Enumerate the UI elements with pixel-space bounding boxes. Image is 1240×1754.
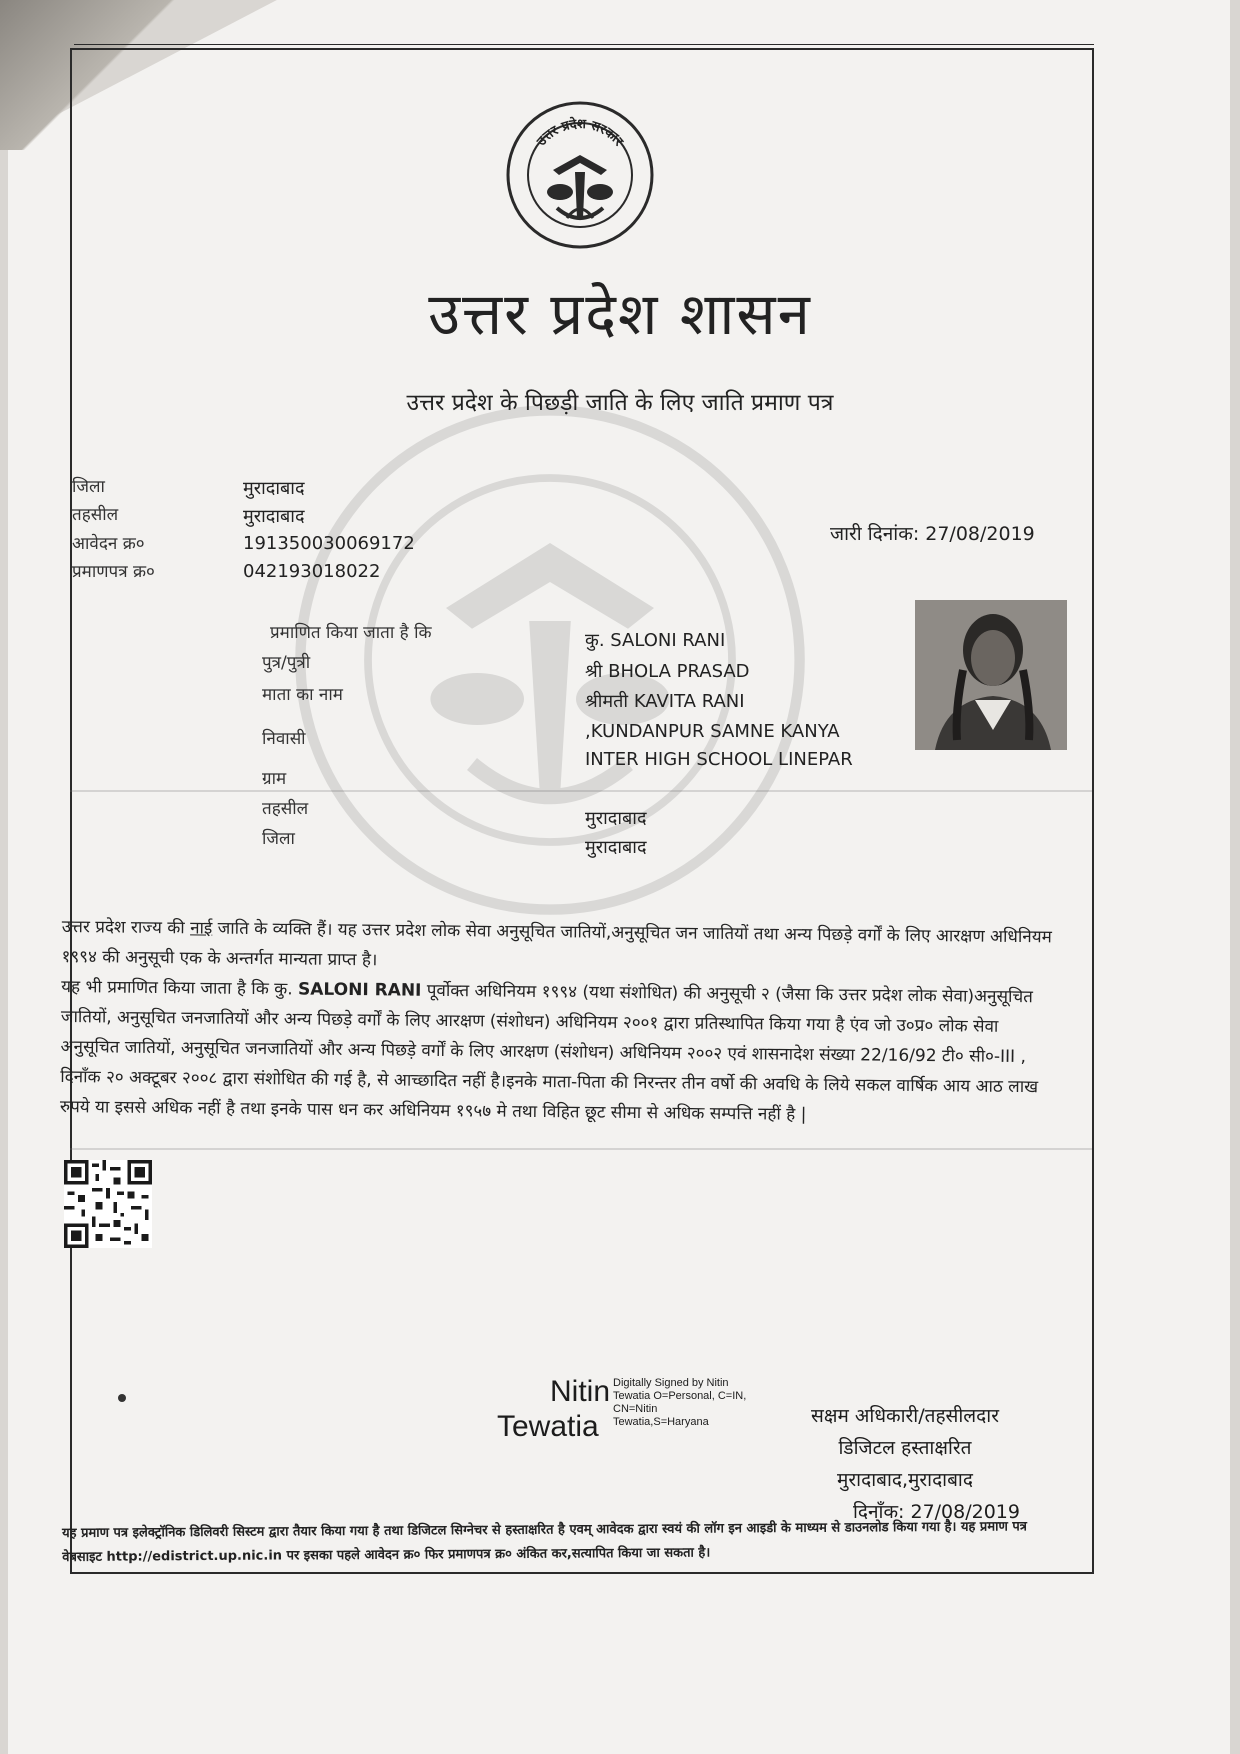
footer-note: यह प्रमाण पत्र इलेक्ट्रॉनिक डिलिवरी सिस्टम द्वारा तैयार किया गया है तथा डिजिटल सिग्नेचर से हस्ताक्षरित है एवम् आवेदक द्वारा स्वयं की लॉग इन आइडी के माध्यम से डाउनलोड किया गया है। यह प्रमाण पत्र वेबसाइट http://edistrict.up.nic.in पर इसका पहले आवेदन क्र० फिर प्रमाणपत्र क्र० अंकित कर,सत्यापित किया जा सकता है। [62,1519,1027,1565]
emblem-text: उत्तर प्रदेश सरकार [534,116,626,150]
certificate-number-label: प्रमाणपत्र क्र० [72,562,155,582]
digital-signature-detail: Digitally Signed by Nitin Tewatia O=Personal, C=IN, CN=Nitin Tewatia,S=Haryana [613,1377,747,1428]
certified-name-value: कु. SALONI RANI [585,630,726,651]
income-applicant-name: SALONI RANI [297,979,422,1001]
tehsil-value: मुरादाबाद [243,506,305,527]
application-number-label: आवेदन क्र० [72,534,145,554]
mother-name-value: श्रीमती KAVITA RANI [585,691,745,712]
income-paragraph [60,972,1052,1132]
signer-name-first: Nitin [550,1375,611,1408]
certify-tehsil-value: मुरादाबाद [585,808,647,829]
father-name-value: श्री BHOLA PRASAD [585,661,750,682]
income-text-start: यह भी प्रमाणित किया जाता है कि कु. [61,976,299,1000]
up-government-emblem-icon [505,100,655,250]
tehsil-label: तहसील [72,505,119,525]
resident-address-line1: ,KUNDANPUR SAMNE KANYA [585,721,840,742]
caste-name: नाई [190,918,213,939]
mother-name-label: माता का नाम [262,685,343,705]
resident-label: निवासी [262,729,306,749]
resident-address-line2: INTER HIGH SCHOOL LINEPAR [585,749,853,770]
document-subtitle: उत्तर प्रदेश के पिछड़ी जाति के लिए जाति प्रमाण पत्र [406,390,834,416]
qr-code-icon [64,1160,152,1248]
person-portrait-icon [915,600,1067,750]
issuing-authority-block [790,1400,1020,1528]
ink-speck [118,1394,126,1402]
certificate-body [60,912,1052,1132]
paper-fold-line [70,1148,1092,1150]
authority-location: मुरादाबाद,मुरादाबाद [837,1469,973,1491]
certify-district-label: जिला [262,829,295,849]
income-text-end: पूर्वोक्त अधिनियम १९९४ (यथा संशोधित) की अनुसूची २ (जैसा कि उत्तर प्रदेश लोक सेवा)अनुसूचित जातियों, अनुसूचित जनजातियों और अन्य पिछड़े वर्गों के लिए आरक्षण (संशोधन) अधिनियम २००१ द्वारा प्रतिस्थापित किया गया है एंव जो उ०प्र० लोक सेवा अनुसूचित जातियों, अनुसूचित जनजातियों और अन्य पिछड़े वर्गों के लिए आरक्षण (संशोधन) अधिनियम २००२ एवं शासनादेश संख्या 22/16/92 टी० सी०-III , दिनाँक २० अक्टूबर २००८ द्वारा संशोधित की गई है, से आच्छादित नहीं है।इनके माता-पिता की निरन्तर तीन वर्षो की अवधि के लिये सकल वार्षिक आय आठ लाख रुपये या इससे अधिक नहीं है तथा इनके पास धन कर अधिनियम १९५७ मे तथा विहित छूट सीमा से अधिक सम्पत्ति नहीं है | [59,980,1039,1125]
caste-paragraph [61,912,1052,982]
caste-text-end: जाति के व्यक्ति हैं। यह उत्तर प्रदेश लोक सेवा अनुसूचित जातियों,अनुसूचित जन जातियों तथा अन्य पिछड़े वर्गों के लिए आरक्षण अधिनियम १९९४ की अनुसूची एक के अन्तर्गत मान्यता प्राप्त है। [61,918,1052,971]
village-label: ग्राम [262,769,287,789]
authority-date: दिनाँक: 27/08/2019 [852,1501,1020,1523]
certificate-number-value: 042193018022 [243,561,381,582]
certificate-border-outer [74,44,1094,75]
certified-label: प्रमाणित किया जाता है कि [270,623,432,643]
document-title: उत्तर प्रदेश शासन [428,280,812,348]
signer-name-last: Tewatia [497,1410,599,1443]
child-of-label: पुत्र/पुत्री [262,653,311,673]
certify-tehsil-label: तहसील [262,799,309,819]
applicant-photo [915,600,1067,750]
issue-date: जारी दिनांक: 27/08/2019 [830,523,1035,545]
authority-signed-note: डिजिटल हस्ताक्षरित [838,1437,972,1459]
certify-district-value: मुरादाबाद [585,837,647,858]
authority-designation: सक्षम अधिकारी/तहसीलदार [811,1405,999,1427]
district-value: मुरादाबाद [243,478,305,499]
district-label: जिला [72,477,105,497]
application-number-value: 191350030069172 [243,533,415,554]
caste-text-start: उत्तर प्रदेश राज्य की [61,916,191,939]
